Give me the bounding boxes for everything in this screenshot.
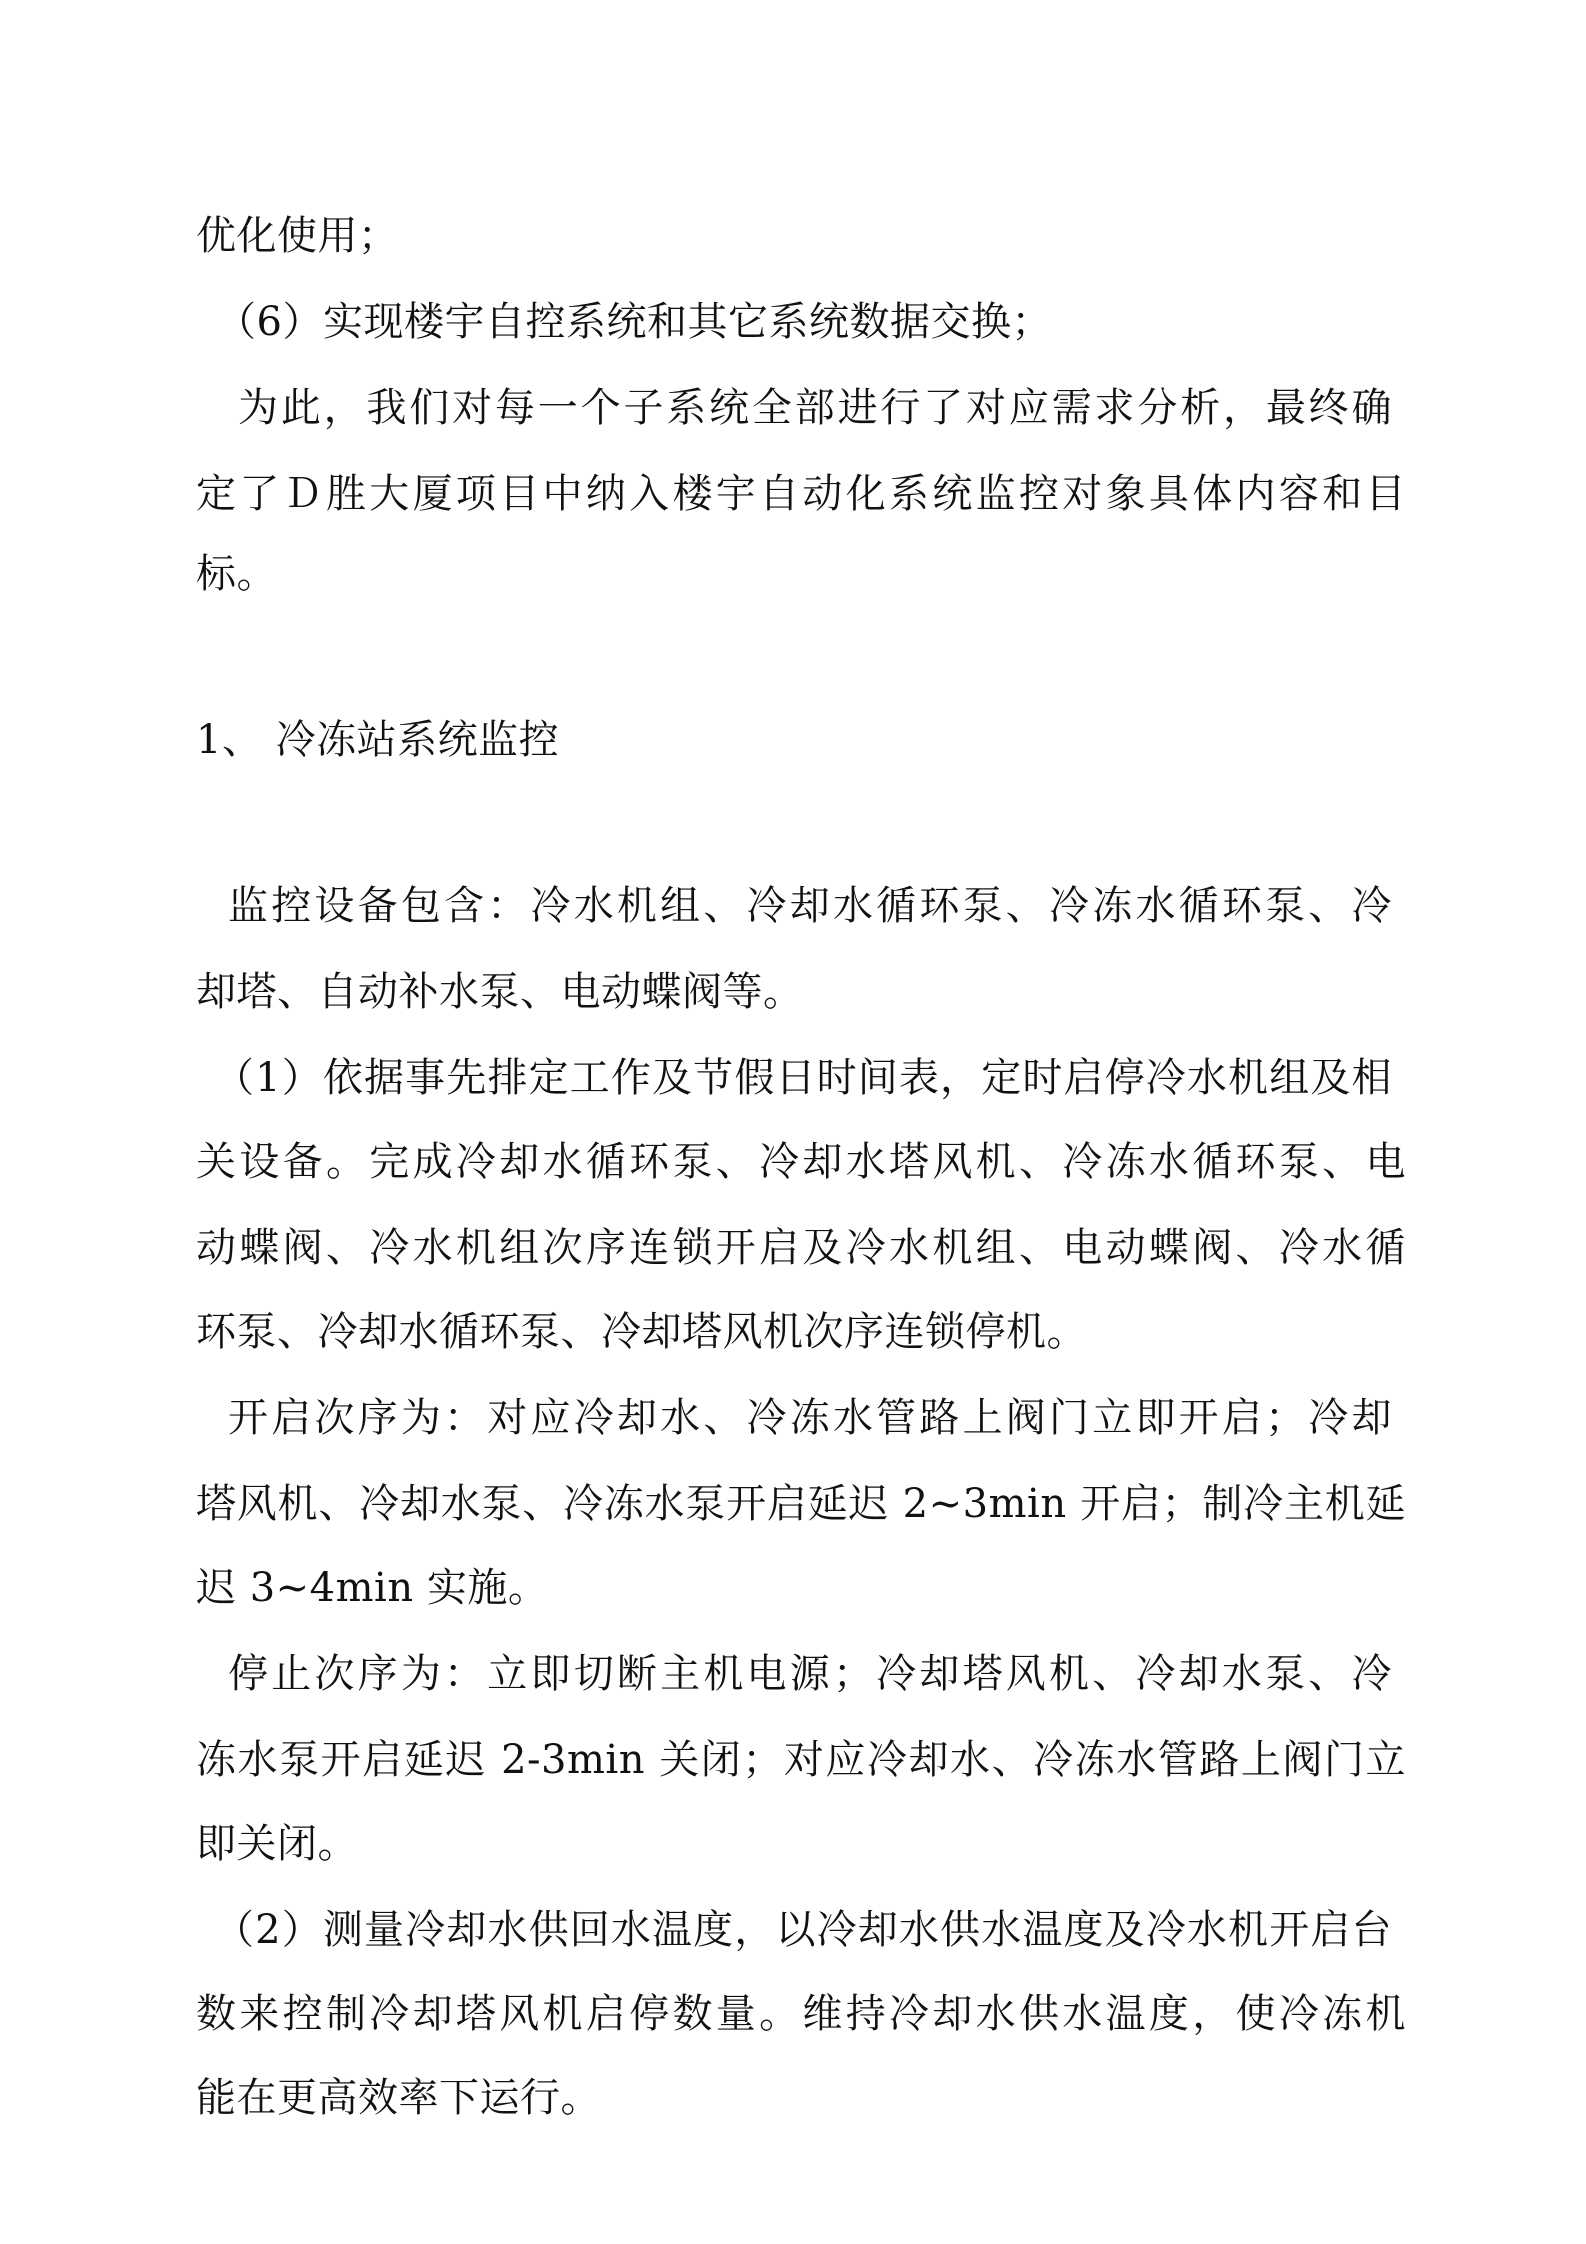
text-line-11: 动蝶阀、冷水机组次序连锁开启及冷水机组、电动蝶阀、冷水循 bbox=[196, 1225, 1406, 1271]
text-line-2: （6）实现楼宇自控系统和其它系统数据交换； bbox=[216, 299, 1052, 345]
text-line-14: 塔风机、冷却水泵、冷冻水泵开启延迟 2~3min 开启；制冷主机延 bbox=[196, 1481, 1406, 1527]
section-heading: 1、 冷冻站系统监控 bbox=[196, 717, 560, 763]
text-line-17: 冻水泵开启延迟 2-3min 关闭；对应冷却水、冷冻水管路上阀门立 bbox=[196, 1737, 1406, 1783]
text-line-9: （1）依据事先排定工作及节假日时间表，定时启停冷水机组及相 bbox=[214, 1055, 1392, 1101]
text-line-12: 环泵、冷却水循环泵、冷却塔风机次序连锁停机。 bbox=[196, 1309, 1087, 1355]
text-line-7: 监控设备包含：冷水机组、冷却水循环泵、冷冻水循环泵、冷 bbox=[228, 883, 1392, 929]
text-line-3: 为此，我们对每一个子系统全部进行了对应需求分析，最终确 bbox=[238, 385, 1392, 431]
text-line-16: 停止次序为：立即切断主机电源；冷却塔风机、冷却水泵、冷 bbox=[228, 1651, 1392, 1697]
text-line-18: 即关闭。 bbox=[196, 1821, 358, 1867]
text-line-19: （2）测量冷却水供回水温度，以冷却水供水温度及冷水机开启台 bbox=[214, 1907, 1392, 1953]
text-line-15: 迟 3~4min 实施。 bbox=[196, 1565, 549, 1611]
text-line-13: 开启次序为：对应冷却水、冷冻水管路上阀门立即开启；冷却 bbox=[228, 1395, 1392, 1441]
text-line-20: 数来控制冷却塔风机启停数量。维持冷却水供水温度，使冷冻机 bbox=[196, 1991, 1406, 2037]
text-line-10: 关设备。完成冷却水循环泵、冷却水塔风机、冷冻水循环泵、电 bbox=[196, 1139, 1406, 1185]
text-line-8: 却塔、自动补水泵、电动蝶阀等。 bbox=[196, 969, 804, 1015]
text-line-21: 能在更高效率下运行。 bbox=[196, 2075, 601, 2121]
text-line-1: 优化使用； bbox=[196, 213, 399, 259]
text-line-5: 标。 bbox=[196, 551, 277, 597]
text-line-4: 定了Ｄ胜大厦项目中纳入楼宇自动化系统监控对象具体内容和目 bbox=[196, 471, 1406, 517]
